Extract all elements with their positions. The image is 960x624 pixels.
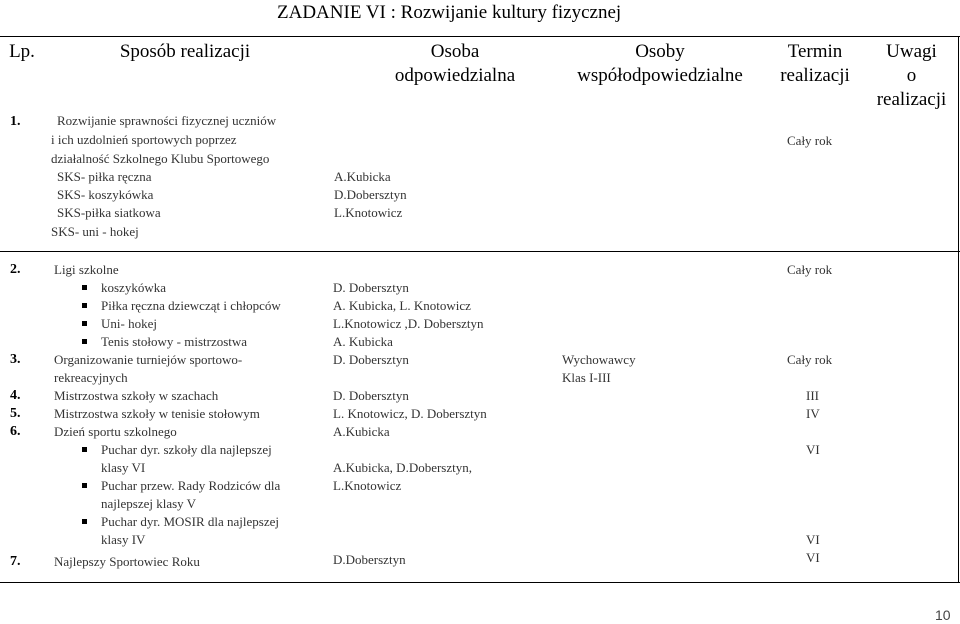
row1-line: działalność Szkolnego Klubu Sportowego [51,151,270,166]
row1-line: SKS-piłka siatkowa [57,205,161,220]
row2-text: Uni- hokej [101,316,157,331]
row2-text: Najlepszy Sportowiec Roku [54,554,200,569]
row2-text: Puchar dyr. szkoły dla najlepszej [101,442,272,457]
row2-number: 6. [10,424,21,439]
row2-termin: VI [806,532,820,547]
header-sposob: Sposób realizacji [119,41,251,62]
row1-osoba: A.Kubicka [334,169,391,184]
row2-number: 3. [10,352,21,367]
row2-osoba: D. Dobersztyn [333,352,409,367]
row1-osoba: L.Knotowicz [334,205,403,220]
row2-number: 4. [10,388,21,403]
row2-text: Mistrzostwa szkoły w tenisie stołowym [54,406,260,421]
bullet-icon [82,303,87,308]
row2-text: klasy VI [101,460,146,475]
row2-text: Dzień sportu szkolnego [54,424,177,439]
row2-text: Organizowanie turniejów sportowo- [54,352,243,367]
row2-text: najlepszej klasy V [101,496,197,511]
row2-osoba: D.Dobersztyn [333,552,406,567]
row2-text: Puchar dyr. MOSIR dla najlepszej [101,514,279,529]
row2-text-ligi: Ligi szkolne [54,262,119,277]
row2-wspol: Klas I-III [562,370,611,385]
row2-termin: VI [806,442,820,457]
row2-osoba: D. Dobersztyn [333,388,409,403]
bullet-icon [82,339,87,344]
row2-text: Tenis stołowy - mistrzostwa [101,334,248,349]
row1-termin: Cały rok [787,133,833,148]
row2-termin: Cały rok [787,352,833,367]
row1-number: 1. [10,114,21,129]
row2-number: 2. [10,262,21,277]
row1-osoba: D.Dobersztyn [334,187,407,202]
header-osoba-2: odpowiedzialna [394,65,516,86]
row2-text: Piłka ręczna dziewcząt i chłopców [101,298,281,313]
page-title: ZADANIE VI : Rozwijanie kultury fizycznej [277,2,622,23]
table-right-border [958,36,959,583]
row-separator [0,251,960,252]
header-osoba-1: Osoba [430,41,480,62]
row2-number: 7. [10,554,21,569]
row1-line: SKS- piłka ręczna [57,169,152,184]
row2-osoba: A.Kubicka, D.Dobersztyn, [333,460,472,475]
bullet-icon [82,285,87,290]
row2-text: rekreacyjnych [54,370,128,385]
bullet-icon [82,321,87,326]
row2-osoba: A.Kubicka [333,424,390,439]
row2-termin: IV [806,406,820,421]
header-termin-2: realizacji [780,65,850,86]
row2-osoba: L.Knotowicz ,D. Dobersztyn [333,316,484,331]
header-osoby-2: współodpowiedzialne [577,65,743,86]
table-bottom-border [0,582,960,583]
row2-osoba: A. Kubicka [333,334,393,349]
header-uwagi-3: realizacji [876,89,947,110]
row2-text: Mistrzostwa szkoły w szachach [54,388,219,403]
row2-osoba: D. Dobersztyn [333,280,409,295]
header-uwagi-1: Uwagi [886,41,937,62]
row2-text: koszykówka [101,280,166,295]
row1-line: SKS- koszykówka [57,187,154,202]
row2-termin: III [806,388,819,403]
row2-text: Puchar przew. Rady Rodziców dla [101,478,281,493]
row2-termin: Cały rok [787,262,833,277]
row2-osoba: A. Kubicka, L. Knotowicz [333,298,471,313]
row2-number: 5. [10,406,21,421]
page-number: 10 [935,607,951,623]
row2-osoba: L. Knotowicz, D. Dobersztyn [333,406,487,421]
row2-wspol: Wychowawcy [562,352,636,367]
header-lp: Lp. [9,41,35,62]
header-uwagi-2: o [906,65,917,86]
row2-termin: VI [806,550,820,565]
row1-line: SKS- uni - hokej [51,224,139,239]
row2-text: klasy IV [101,532,146,547]
row1-line: Rozwijanie sprawności fizycznej uczniów [57,113,277,128]
table-top-border [0,36,960,37]
row2-osoba: L.Knotowicz [333,478,402,493]
bullet-icon [82,483,87,488]
header-termin-1: Termin [787,41,843,62]
bullet-icon [82,447,87,452]
header-osoby-1: Osoby [635,41,685,62]
row1-line: i ich uzdolnień sportowych poprzez [51,132,237,147]
bullet-icon [82,519,87,524]
